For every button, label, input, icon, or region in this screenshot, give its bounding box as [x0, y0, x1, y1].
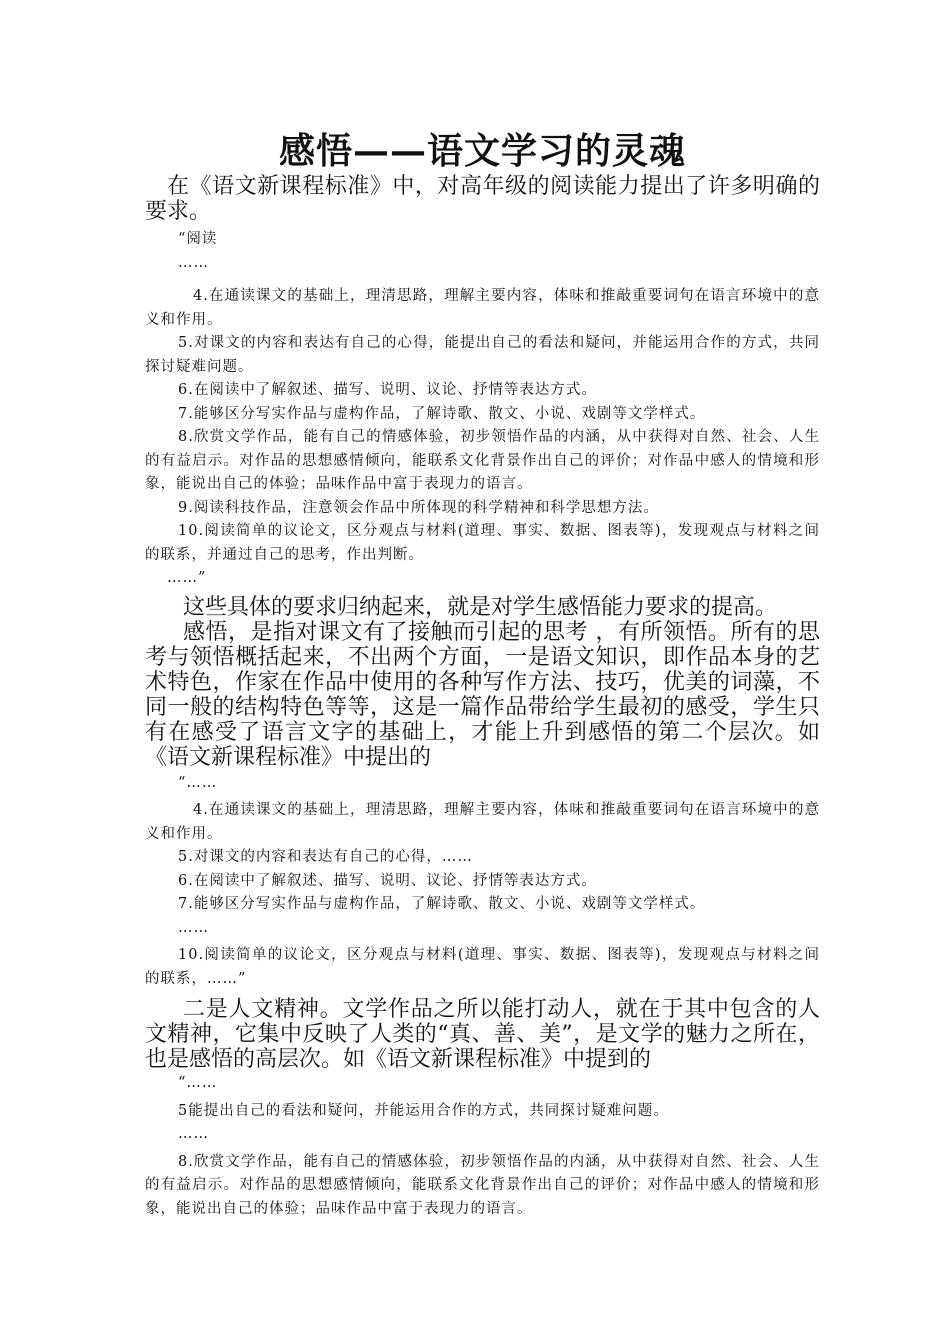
- quote2-item-6: 6.在阅读中了解叙述、描写、说明、议论、抒情等表达方式。: [178, 872, 597, 889]
- quote1-item-7: 7.能够区分写实作品与虚构作品，了解诗歌、散文、小说、戏剧等文学样式。: [178, 405, 706, 422]
- quote1-item-5: 5.对课文的内容和表达有自己的心得，能提出自己的看法和疑问，并能运用合作的方式，共同探讨疑难问题。: [145, 335, 820, 375]
- quote1-ellipsis: ……: [178, 254, 209, 271]
- quote3-item-8: 8.欣赏文学作品，能有自己的情感体验，初步领悟作品的内涵，从中获得对自然、社会、人生的有益启示。对作品的思想感情倾向，能联系文化背景作出自己的评价；对作品中感人的情境和形象，能说出自己的体验；品味作品中富于表现力的语言。: [145, 1153, 820, 1217]
- quote2-item-7: 7.能够区分写实作品与虚构作品，了解诗歌、散文、小说、戏剧等文学样式。: [178, 896, 706, 912]
- quote2-open: “……: [178, 774, 218, 791]
- quote1-item-8: 8.欣赏文学作品，能有自己的情感体验，初步领悟作品的内涵，从中获得对自然、社会、人生的有益启示。对作品的思想感情倾向，能联系文化背景作出自己的评价；对作品中感人的情境和形象，能说出自己的体验；品味作品中富于表现力的语言。: [145, 429, 820, 492]
- paragraph-ganwu: 感悟，是指对课文有了接触而引起的思考 ，有所领悟。所有的思考与领悟概括起来，不出两个方面，一是语文知识，即作品本身的艺术特色，作家在作品中使用的各种写作方法、技巧，优美的词藻，不同一般的结构特色等等，这是一篇作品带给学生最初的感受，学生只有在感受了语言文字的基础上，才能上升到感悟的第二个层次。如《语文新课程标准》中提出的: [145, 619, 820, 770]
- intro-paragraph: 在《语文新课程标准》中，对高年级的阅读能力提出了许多明确的要求。: [145, 174, 820, 224]
- quote3-item-5: 5能提出自己的看法和疑问，并能运用合作的方式，共同探讨疑难问题。: [178, 1102, 669, 1119]
- paragraph-renwen: 二是人文精神。文学作品之所以能打动人，就在于其中包含的人文精神，它集中反映了人类的“真、善、美”，是文学的魅力之所在，也是感悟的高层次。如《语文新课程标准》中提到的: [145, 997, 820, 1072]
- paragraph-summary: 这些具体的要求归纳起来，就是对学生感悟能力要求的提高。: [183, 594, 778, 620]
- quote2-item-4: 4.在通读课文的基础上，理清思路，理解主要内容，体味和推敲重要词句在语言环境中的意义和作用。: [145, 802, 820, 842]
- quote3-ellipsis: ……: [178, 1126, 209, 1142]
- quote2-item-5: 5.对课文的内容和表达有自己的心得，……: [178, 849, 473, 865]
- quote1-item-9: 9.阅读科技作品，注意领会作品中所体现的科学精神和科学思想方法。: [178, 499, 659, 516]
- quote1-item-4: 4.在通读课文的基础上，理清思路，理解主要内容，体味和推敲重要词句在语言环境中的意义和作用。: [145, 288, 820, 328]
- quote3-open: “……: [178, 1075, 218, 1091]
- quote1-item-6: 6.在阅读中了解叙述、描写、说明、议论、抒情等表达方式。: [178, 382, 597, 398]
- quote2-item-10: 10.阅读简单的议论文，区分观点与材料(道理、事实、数据、图表等)，发现观点与材料之间的联系，……”: [145, 947, 820, 987]
- quote1-open: “阅读: [178, 231, 218, 247]
- quote2-ellipsis: ……: [178, 919, 209, 936]
- document-title: 感悟——语文学习的灵魂: [278, 130, 686, 172]
- quote1-item-10: 10.阅读简单的议论文，区分观点与材料(道理、事实、数据、图表等)，发现观点与材料之间的联系，并通过自己的思考，作出判断。: [145, 523, 820, 563]
- quote1-close: ……”: [167, 570, 207, 586]
